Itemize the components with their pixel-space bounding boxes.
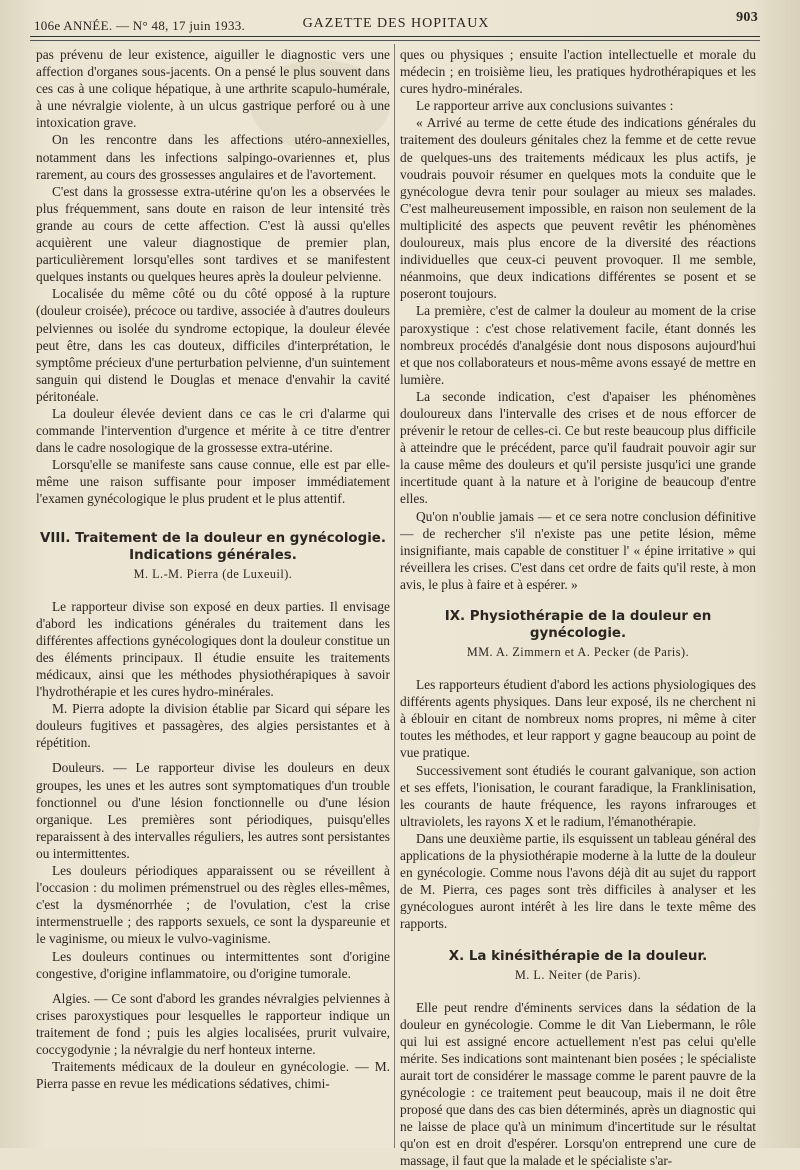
header-rule [30, 36, 760, 37]
paragraph: La seconde indication, c'est d'apaiser les phénomènes douloureux dans l'intervalle des crises et de nous efforcer de prévenir le retour de celles-ci. Ce but reste beaucoup plus difficile à atteindre que le précédent, parce qu'il faudrait pouvoir agir sur la cause même des douleurs et qu'il persiste jusqu'ici une grande incertitude quant à la nature et à l'origine de beaucoup d'entre elles. [400, 388, 756, 507]
paragraph: M. Pierra adopte la division établie par Sicard qui sépare les douleurs fugitives et passagères, des algies persistantes et à répétition. [36, 701, 390, 751]
paragraph: Elle peut rendre d'éminents services dans la sédation de la douleur en gynécologie. Comme le dit Van Liebermann, le rôle qui lui est assigné encore actuellement n'est pas celui qu'elle mérite. Ses indications sont maintenant bien posées ; le spécialiste aurait tort de considérer le massage comme le parent pauvre de la gynécologie : ce traitement peut beaucoup, mais il ne doit être proposé que dans des cas bien déterminés, après un diagnostic qui ne laisse de place qu'à un minimum d'incertitude sur le résultat qu'on est en droit d'espérer. Lorsqu'on entreprend une cure de massage, il faut que la malade et le spécialiste s'ar- [400, 999, 756, 1169]
paragraph: C'est dans la grossesse extra-utérine qu'on les a observées le plus fréquemment, sans doute en raison de leur intensité très grande au cours de cette affection. C'est là aussi qu'elles acquièrent une valeur diagnostique de premier plan, particulièrement lorsqu'elles sont tardives et se manifestent quelques instants ou quelques heures après la douleur pelvienne. [36, 183, 390, 285]
page-number: 903 [736, 10, 758, 25]
paragraph: « Arrivé au terme de cette étude des indications générales du traitement des douleurs génitales chez la femme et de cette revue de quelques-uns des traitements médicaux les plus actifs, je voudrais pouvoir résumer en quelques mots la conduite que le gynécologue devra tenir pour soulager au mieux ses malades. C'est malheureusement impossible, en raison non seulement de la multiplicité des aspects que peuvent revêtir les phénomènes douloureux, mais plus encore de la diversité des réactions individuelles que ceux-ci peuvent provoquer. Il me semble, néanmoins, que deux indications différentes se posent et se poseront toujours. [400, 115, 756, 302]
issue-info: 106e ANNÉE. — N° 48, 17 juin 1933. [34, 18, 246, 33]
paragraph: pas prévenu de leur existence, aiguiller le diagnostic vers une affection d'organes sous-jacents. On a pensé le plus souvent dans ces cas à une colique hépatique, à une arthrite scapulo-humérale, à une névralgie violente, à un ulcus gastrique perforé ou à une intoxication grave. [36, 47, 390, 131]
paragraph: Le rapporteur divise son exposé en deux parties. Il envisage d'abord les indications générales du traitement dans les différentes affections gynécologiques dont la douleur constitue un des éléments principaux. Il étudie ensuite les traitements médicaux, ainsi que les méthodes physiothérapiques à savoir l'hydrothérapie et les cures hydro-minérales. [36, 598, 390, 700]
section-title-viii: VIII. Traitement de la douleur en gynécologie. [40, 530, 386, 546]
paragraph: Localisée du même côté ou du côté opposé à la rupture (douleur croisée), précoce ou tardive, associée à d'autres douleurs pelviennes ou isolée du syndrome ectopique, la douleur élevée peut être, dans les cas douteux, difficiles d'interprétation, le symptôme précieux d'une perturbation pelvienne, d'un suintement sanguin qui distend le Douglas et menace d'envahir la cavité péritonéale. [36, 286, 390, 404]
paragraph: Les douleurs périodiques apparaissent ou se réveillent à l'occasion : du molimen prémenstruel ou des règles elles-mêmes, c'est la dysménorrhée ; de l'ovulation, c'est la crise intermenstruelle ; des rapports sexuels, ce sont la dyspareunie et le vaginisme, ou mieux le vulvo-vaginisme. [36, 863, 390, 947]
journal-title: GAZETTE DES HOPITAUX [302, 16, 490, 31]
paragraph: Dans une deuxième partie, ils esquissent un tableau général des applications de la physiothérapie moderne à la lutte de la douleur en gynécologie. Comme nous l'avons déjà dit au sujet du rapport de M. Pierra, ces pages sont très difficiles à analyser et les gynécologues auront intérêt à les lire dans le texte même des rapports. [400, 830, 756, 932]
paragraph: Douleurs. — Le rapporteur divise les douleurs en deux groupes, les unes et les autres sont symptomatiques d'un trouble fonctionnel ou d'une lésion fonctionnelle ou d'une lésion organique. Les premières sont périodiques, puisqu'elles reparaissent à des intervalles réguliers, les autres sont persistantes ou intermittentes. [36, 760, 390, 861]
section-author: M. L. Neiter (de Paris). [514, 967, 642, 982]
section-title-ix: IX. Physiothérapie de la douleur en gynécologie. [444, 609, 712, 641]
paragraph: Le rapporteur arrive aux conclusions suivantes : [416, 98, 674, 114]
header-rule-thin [30, 40, 760, 41]
left-column [36, 46, 390, 1092]
paragraph: On les rencontre dans les affections utéro-annexielles, notamment dans les infections salpingo-ovariennes et, plus rarement, au cours des grossesses angulaires et de l'avortement. [36, 132, 390, 182]
page-header [34, 10, 758, 36]
right-column [400, 46, 756, 1170]
paragraph: La première, c'est de calmer la douleur au moment de la crise paroxystique : c'est chose relativement facile, étant donnés les nombreux procédés d'analgésie dont nous disposons aujourd'hui et que nos collaborateurs et nous-même avons essayé de mettre en lumière. [400, 303, 756, 387]
paragraph: ques ou physiques ; ensuite l'action intellectuelle et morale du médecin ; en troisième lieu, les pratiques hydrothérapiques et les cures hydro-minérales. [400, 47, 756, 97]
column-separator [394, 44, 395, 1148]
paragraph: Les douleurs continues ou intermittentes sont d'origine congestive, d'origine inflammatoire, ou d'origine tumorale. [36, 948, 390, 981]
paragraph: Qu'on n'oublie jamais — et ce sera notre conclusion définitive — de rechercher s'il n'existe pas une petite lésion, même insignifiante, mais capable de constituer l' « épine irritative » qui réveillera les crises. C'est dans cet ordre de faits qu'il reste, à mon avis, le plus à faire et à espérer. » [400, 508, 756, 592]
paragraph: Les rapporteurs étudient d'abord les actions physiologiques des différents agents physiques. Dans leur exposé, ils ne cherchent ni à éblouir en citant de nombreux noms propres, ni même à citer toutes les méthodes, et leur rapport y gagne beaucoup au point de vue pratique. [400, 677, 756, 761]
section-author: MM. A. Zimmern et A. Pecker (de Paris). [466, 645, 690, 659]
paragraph: Lorsqu'elle se manifeste sans cause connue, elle est par elle-même une raison suffisante pour imposer immédiatement l'examen gynécologique le plus prudent et le plus attentif. [36, 457, 390, 507]
paragraph: Traitements médicaux de la douleur en gynécologie. — M. Pierra passe en revue les médications sédatives, chimi- [36, 1059, 390, 1092]
section-author: M. L.-M. Pierra (de Luxeuil). [133, 566, 293, 581]
paragraph: Algies. — Ce sont d'abord les grandes névralgies pelviennes à crises paroxystiques pour lesquelles le rapporteur indique un traitement de fond ; puis les algies localisées, prurit vulvaire, coccygodynie ; la névralgie du nerf honteux interne. [36, 990, 390, 1057]
section-title-x: X. La kinésithérapie de la douleur. [448, 948, 708, 964]
paragraph: Successivement sont étudiés le courant galvanique, son action et ses effets, l'ionisation, le courant faradique, la Franklinisation, les courants de haute fréquence, les rayons infrarouges et ultraviolets, les rayons X et le radium, l'émanothérapie. [400, 762, 756, 829]
paragraph: La douleur élevée devient dans ce cas le cri d'alarme qui commande l'intervention d'urgence et mérite à ce titre d'entrer dans le cadre nosologique de la grossesse extra-utérine. [36, 405, 390, 456]
section-subtitle-viii: Indications générales. [129, 547, 297, 563]
